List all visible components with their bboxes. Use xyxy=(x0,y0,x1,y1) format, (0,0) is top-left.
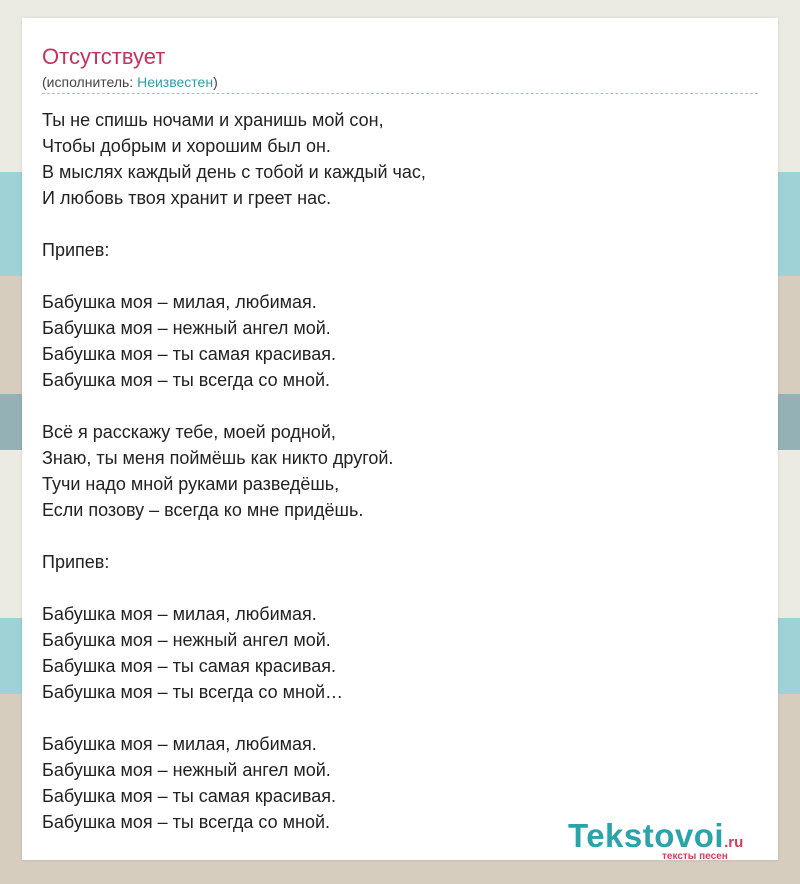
lyric-blank-line xyxy=(42,523,758,549)
artist-link[interactable]: Неизвестен xyxy=(137,74,214,90)
lyric-line: Бабушка моя – ты всегда со мной. xyxy=(42,370,331,390)
lyric-line: Бабушка моя – нежный ангел мой. xyxy=(42,760,331,780)
lyric-line: Всё я расскажу тебе, моей родной, xyxy=(42,422,336,442)
lyric-line: Бабушка моя – ты всегда со мной. xyxy=(42,812,331,832)
lyric-line: Если позову – всегда ко мне придёшь. xyxy=(42,500,364,520)
lyric-line: Бабушка моя – ты всегда со мной… xyxy=(42,682,344,702)
artist-line xyxy=(42,73,218,91)
song-title: Отсутствует xyxy=(42,44,166,69)
lyric-line: Бабушка моя – ты самая красивая. xyxy=(42,344,337,364)
logo-main-text: Tekstovoi xyxy=(568,817,725,854)
lyric-blank-line xyxy=(42,393,758,419)
lyric-line: Бабушка моя – ты самая красивая. xyxy=(42,656,337,676)
lyric-line: Бабушка моя – милая, любимая. xyxy=(42,292,317,312)
lyric-line: Бабушка моя – нежный ангел мой. xyxy=(42,630,331,650)
lyric-line: И любовь твоя хранит и греет нас. xyxy=(42,188,332,208)
artist-prefix: (исполнитель: xyxy=(42,74,138,90)
lyric-line: Чтобы добрым и хорошим был он. xyxy=(42,136,331,156)
lyric-line: Бабушка моя – нежный ангел мой. xyxy=(42,318,331,338)
logo-tld: .ru xyxy=(724,834,744,851)
lyric-blank-line xyxy=(42,705,758,731)
site-logo[interactable] xyxy=(568,818,778,860)
dashed-divider xyxy=(42,93,758,94)
artist-suffix: ) xyxy=(213,74,218,90)
lyric-blank-line xyxy=(42,211,758,237)
lyric-blank-line xyxy=(42,575,758,601)
lyric-line: Бабушка моя – ты самая красивая. xyxy=(42,786,337,806)
logo-tagline: тексты песен xyxy=(662,851,728,862)
lyric-line: Тучи надо мной руками разведёшь, xyxy=(42,474,340,494)
lyric-line: Ты не спишь ночами и хранишь мой сон, xyxy=(42,110,384,130)
lyric-line: Бабушка моя – милая, любимая. xyxy=(42,734,317,754)
lyric-line: Припев: xyxy=(42,240,110,260)
lyric-line: Знаю, ты меня поймёшь как никто другой. xyxy=(42,448,394,468)
lyric-blank-line xyxy=(42,263,758,289)
lyrics-card xyxy=(22,18,778,860)
lyrics-text xyxy=(42,107,758,835)
lyric-line: В мыслях каждый день с тобой и каждый час, xyxy=(42,162,426,182)
lyric-line: Бабушка моя – милая, любимая. xyxy=(42,604,317,624)
lyric-line: Припев: xyxy=(42,552,110,572)
